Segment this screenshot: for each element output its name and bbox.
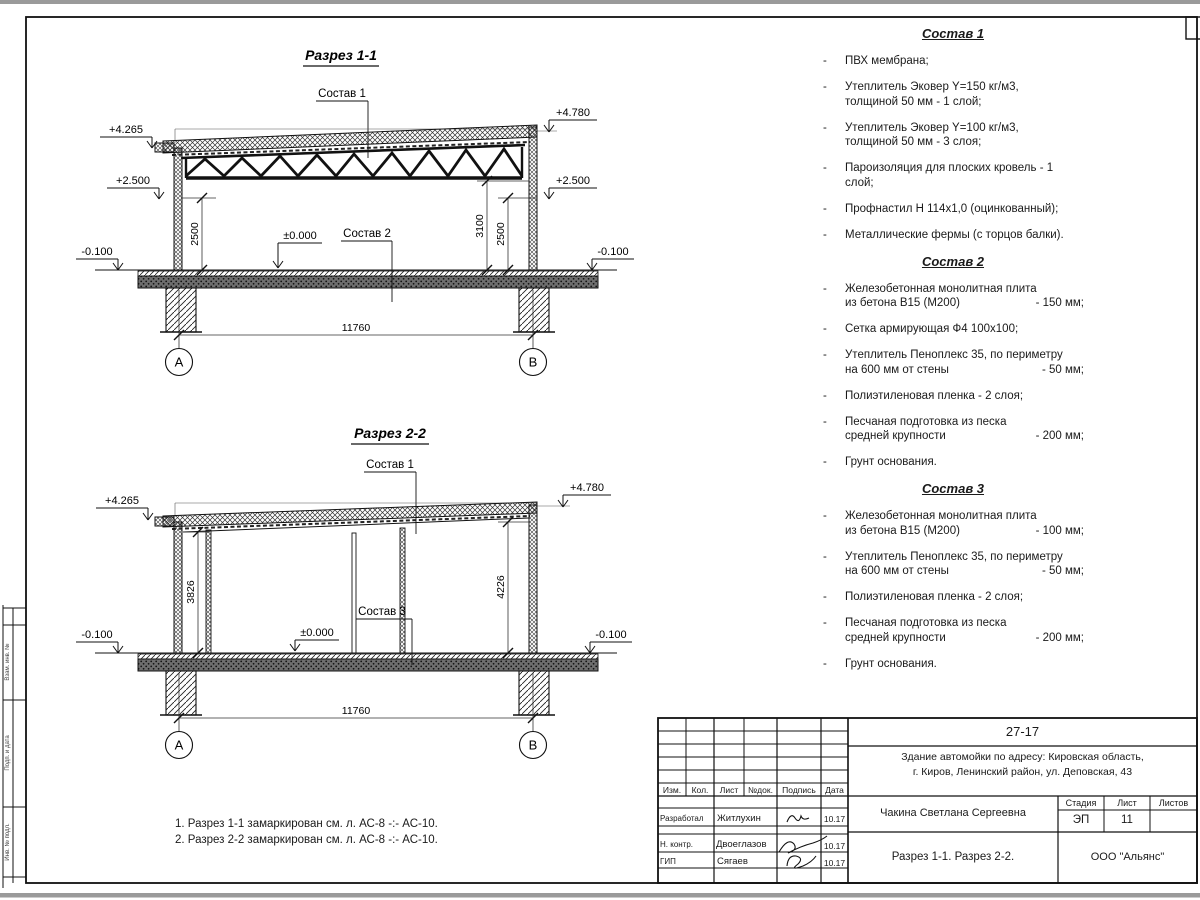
bullet: - (823, 510, 827, 522)
tb-object-line2: г. Киров, Ленинский район, ул. Деповская, 43 (912, 766, 1133, 778)
item-text: из бетона В15 (М200) (845, 524, 960, 537)
item-text: средней крупности (845, 631, 946, 644)
tb-object-line1: Здание автомойки по адресу: Кировская область, (901, 751, 1144, 763)
axis-letter: А (174, 737, 184, 753)
callout-label: Состав 1 (366, 459, 414, 471)
section-title: Разрез 2-2 (354, 425, 426, 441)
bullet: - (823, 282, 827, 295)
composition-item (822, 415, 1084, 444)
composition-item (822, 616, 1084, 645)
composition-3 (822, 481, 1084, 671)
item-text: Утеплитель Пеноплекс 35, по периметру (845, 349, 1063, 361)
item-text: Полиэтиленовая пленка - 2 слоя; (845, 389, 1024, 402)
composition-item (822, 121, 1084, 150)
composition-item (822, 322, 1084, 337)
tb-name: Двоеглазов (716, 839, 767, 850)
item-text: Грунт основания. (845, 456, 937, 468)
composition-item (822, 80, 1084, 109)
item-text: Сетка армирующая Ф4 100х100; (845, 323, 1019, 335)
elevation-text: -0.100 (597, 246, 629, 258)
item-text: Утеплитель Эковер Y=100 кг/м3, (845, 121, 1019, 134)
item-text: Железобетонная монолитная плита (845, 282, 1037, 295)
composition-item (822, 550, 1084, 579)
item-text: ПВХ мембрана; (845, 55, 929, 67)
composition-title: Состав 3 (921, 481, 985, 496)
axis-markers (166, 732, 547, 759)
dim-text: 3100 (474, 214, 486, 238)
elevation-text: ±0.000 (283, 230, 317, 242)
side-stamp (3, 605, 26, 888)
note-line: 2. Разрез 2-2 замаркирован см. л. АС-8 -:- АС-10. (175, 834, 438, 846)
bullet: - (823, 591, 827, 603)
composition-item (822, 348, 1084, 377)
item-value: - 200 мм; (1035, 430, 1084, 442)
item-value: - 100 мм; (1035, 524, 1084, 537)
floor-slab (138, 276, 598, 288)
tb-doc-number: 27-17 (1005, 724, 1040, 739)
composition-item (822, 202, 1084, 217)
bullet: - (823, 657, 827, 670)
composition-2 (822, 254, 1084, 470)
composition-item (822, 657, 1084, 672)
axis-letter: В (528, 354, 538, 370)
span-dimension (174, 673, 538, 732)
elevation-text: +4.265 (109, 124, 143, 136)
item-text: из бетона В15 (М200) (845, 297, 960, 309)
item-text: Утеплитель Эковер Y=150 кг/м3, (845, 81, 1019, 93)
section-1-1 (76, 47, 634, 376)
item-text: на 600 мм от стены (845, 363, 949, 376)
item-value: - 50 мм; (1041, 363, 1084, 376)
tb-role: Н. контр. (660, 840, 694, 849)
span-dimension (174, 290, 538, 349)
callout-label: Состав 1 (318, 88, 366, 100)
elevation-text: -0.100 (595, 629, 627, 641)
item-value: - 200 мм; (1035, 631, 1084, 644)
floor-topping (138, 271, 598, 276)
item-text: толщиной 50 мм - 1 слой; (845, 95, 982, 108)
dim-text: 4226 (495, 575, 507, 599)
note-line: 1. Разрез 1-1 замаркирован см. л. АС-8 -:- АС-10. (175, 818, 438, 830)
elevation-text: +4.780 (556, 107, 590, 119)
tb-sheet-label: Лист (1117, 798, 1137, 808)
item-text: Пароизоляция для плоских кровель - 1 слой; (845, 162, 1054, 189)
bullet: - (823, 228, 827, 241)
dim-text: 11760 (341, 322, 371, 334)
canopy-ledge (155, 517, 174, 526)
interior-column (206, 530, 211, 653)
bullet: - (823, 456, 827, 468)
composition-item (822, 161, 1084, 190)
tb-header-izm: Изм. (662, 785, 682, 795)
elevation-text: +2.500 (556, 175, 590, 187)
item-text: Железобетонная монолитная плита (845, 510, 1037, 522)
tb-date: 10.17 (823, 858, 846, 868)
composition-title: Состав 2 (921, 253, 985, 269)
axis-letter: В (528, 737, 538, 753)
tb-name: Житлухин (717, 813, 761, 824)
item-text: Грунт основания. (845, 657, 937, 670)
tb-role: ГИП (660, 857, 676, 866)
dim-text: 11760 (341, 705, 371, 717)
signatures (779, 816, 827, 868)
bullet: - (823, 55, 827, 67)
side-stamp-label: Подп. и дата (5, 735, 11, 771)
tb-sheet-title: Разрез 1-1. Разрез 2-2. (891, 851, 1015, 863)
elevation-text: -0.100 (81, 246, 113, 258)
tb-author: Чакина Светлана Сергеевна (880, 807, 1026, 819)
elevation-text: +4.780 (570, 482, 604, 494)
composition-item (822, 54, 1084, 69)
tb-name: Сягаев (717, 856, 748, 867)
bullet: - (823, 323, 827, 335)
item-text: толщиной 50 мм - 3 слоя; (845, 136, 982, 148)
floor-topping (138, 654, 598, 659)
bullet: - (823, 389, 827, 402)
axis-markers (166, 349, 547, 376)
signature-developer (787, 816, 809, 822)
bullet: - (823, 617, 827, 629)
composition-1 (822, 26, 1084, 242)
composition-item (822, 282, 1084, 311)
composition-item (822, 509, 1084, 538)
composition-item (822, 455, 1084, 470)
bullet: - (823, 349, 827, 361)
floor-slab (138, 659, 598, 671)
tb-header-kol: Кол. (691, 785, 709, 795)
elevation-text: ±0.000 (300, 627, 334, 639)
item-text: Песчаная подготовка из песка (845, 617, 1007, 629)
side-stamp-label: Взам. инв. № (5, 643, 11, 681)
tb-sheet-value: 11 (1121, 814, 1133, 826)
section-title: Разрез 1-1 (305, 47, 377, 63)
composition-title: Состав 1 (921, 26, 985, 41)
elevation-text: -0.100 (81, 629, 113, 641)
callout-label: Состав 3 (358, 606, 406, 618)
item-text: Полиэтиленовая пленка - 2 слоя; (845, 591, 1024, 603)
tb-stage-label: Стадия (1065, 798, 1097, 808)
item-text: Песчаная подготовка из песка (845, 415, 1007, 428)
signature-ncontrol (779, 836, 827, 853)
wall-left (174, 148, 182, 270)
composition-item (822, 389, 1084, 404)
tb-header-list: Лист (719, 785, 739, 795)
signature-gip (787, 856, 816, 868)
dim-text: 3826 (185, 580, 197, 604)
composition-item (822, 590, 1084, 605)
callout-label: Состав 2 (343, 228, 391, 240)
compositions (822, 18, 1084, 683)
composition-item (822, 228, 1084, 243)
item-text: на 600 мм от стены (845, 565, 949, 577)
elevation-text: +4.265 (105, 495, 139, 507)
bullet: - (823, 162, 827, 174)
axis-letter: А (174, 354, 184, 370)
item-text: средней крупности (845, 430, 946, 442)
tb-company: ООО "Альянс" (1090, 851, 1165, 863)
tb-date: 10.17 (823, 814, 846, 824)
item-text: Профнастил Н 114х1,0 (оцинкованный); (845, 202, 1059, 215)
tb-role: Разработал (660, 814, 704, 823)
tb-date: 10.17 (823, 841, 846, 851)
side-stamp-label: Инв. № подл. (5, 823, 11, 861)
interior-column (400, 528, 405, 653)
notes (175, 816, 438, 848)
wall-right (529, 505, 537, 653)
bullet: - (823, 415, 827, 428)
wall-left (174, 522, 182, 653)
tb-sheets-label: Листов (1158, 798, 1189, 808)
item-text: Утеплитель Пеноплекс 35, по периметру (845, 550, 1063, 563)
item-text: Металлические фермы (с торцов балки). (845, 228, 1064, 241)
dim-text: 2500 (189, 222, 201, 246)
tb-header-podpis: Подпись (782, 785, 816, 795)
section-2-2 (76, 425, 632, 759)
bullet: - (823, 121, 827, 134)
tb-header-data: Дата (825, 785, 844, 795)
tb-stage-value: ЭП (1072, 814, 1090, 826)
bullet: - (823, 550, 827, 563)
elevation-text: +2.500 (116, 175, 150, 187)
interior-partition (352, 533, 356, 653)
wall-right (529, 127, 537, 270)
item-value: - 50 мм; (1041, 565, 1084, 577)
canopy-ledge (155, 143, 174, 152)
tb-header-ndok: №док. (748, 785, 773, 795)
bullet: - (823, 202, 827, 215)
item-value: - 150 мм; (1035, 297, 1084, 309)
bullet: - (823, 81, 827, 93)
dim-text: 2500 (495, 222, 507, 246)
